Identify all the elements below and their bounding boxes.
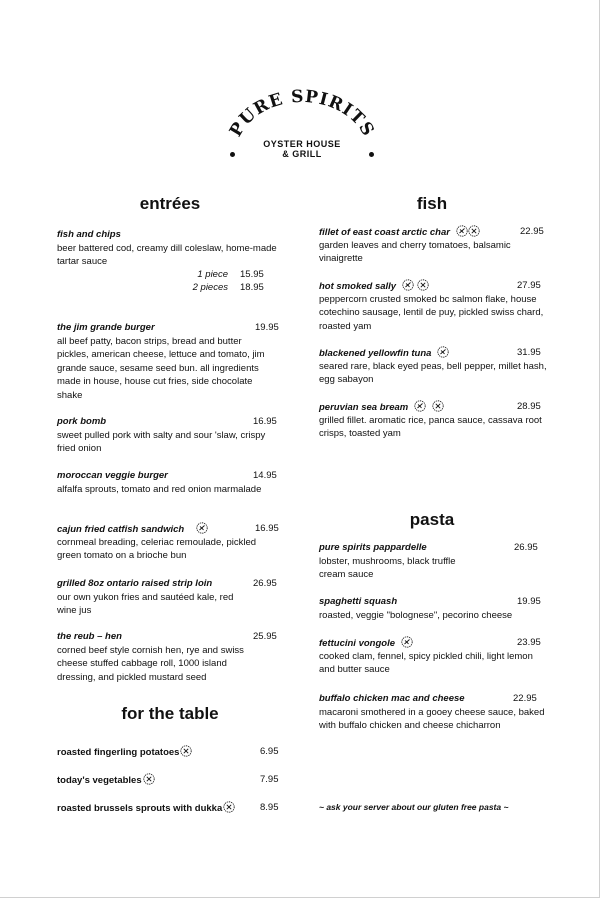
- item-price: 26.95: [514, 542, 538, 553]
- menu-item: [57, 522, 279, 563]
- item-description: sweet pulled pork with salty and sour 'slaw, crispy fried onion: [57, 430, 266, 455]
- side-item: [57, 745, 192, 758]
- price-option-row: [170, 268, 264, 281]
- item-description: roasted, veggie "bolognese", pecorino cheese: [319, 610, 513, 621]
- item-name: moroccan veggie burger: [57, 470, 168, 481]
- price-option-price: 18.95: [240, 282, 264, 293]
- item-description: cornmeal breading, celeriac remoulade, pickled green tomato on a brioche bun: [57, 537, 257, 562]
- item-name: buffalo chicken mac and cheese: [319, 693, 465, 704]
- item-name: fettucini vongole: [319, 638, 395, 649]
- item-description: all beef patty, bacon strips, bread and butter pickles, american cheese, lettuce and tomato, jim grande sauce, sesame seed bun. all ingredients made in house, house cut fries, side chocolate shake: [57, 336, 265, 401]
- item-price: 22.95: [513, 693, 537, 704]
- svg-text:PURE SPIRITS: [226, 88, 378, 140]
- menu-item: [57, 630, 277, 684]
- item-description: alfalfa sprouts, tomato and red onion marmalade: [57, 484, 262, 495]
- side-item-price: 7.95: [260, 774, 279, 785]
- gluten-free-icon: [402, 279, 414, 291]
- menu-item: [319, 400, 547, 441]
- item-name: grilled 8oz ontario raised strip loin: [57, 578, 213, 589]
- dairy-free-icon: [417, 279, 429, 291]
- item-name: cajun fried catfish sandwich: [57, 524, 185, 535]
- item-description: grilled fillet. aromatic rice, panca sauce, cassava root crisps, toasted yam: [319, 415, 542, 440]
- dairy-free-icon: [223, 801, 235, 813]
- side-item-name: roasted fingerling potatoes: [57, 747, 180, 758]
- gluten-free-icon: [437, 346, 449, 358]
- item-name: the reub – hen: [57, 631, 122, 642]
- gluten-free-icon: [401, 636, 413, 648]
- item-description: cooked clam, fennel, spicy pickled chili, light lemon and butter sauce: [319, 651, 533, 676]
- item-price: 22.95: [520, 226, 544, 237]
- item-name: fillet of east coast arctic char: [319, 227, 450, 238]
- item-description: macaroni smothered in a gooey cheese sauce, baked with buffalo chicken and cheese chicharron: [319, 707, 545, 732]
- item-description: our own yukon fries and sautéed kale, red wine jus: [57, 592, 234, 617]
- gluten-free-icon: [196, 522, 208, 534]
- side-item: [57, 801, 235, 814]
- price-option-price: 15.95: [240, 269, 264, 280]
- menu-item: [319, 692, 547, 733]
- dairy-free-icon: [143, 773, 155, 785]
- logo-name: PURE SPIRITS: [225, 88, 379, 141]
- price-option-label: 1 piece: [197, 269, 228, 280]
- item-description: beer battered cod, creamy dill coleslaw, home-made tartar sauce: [57, 243, 277, 268]
- gluten-free-icon: [414, 400, 426, 412]
- dairy-free-icon: [468, 225, 480, 237]
- item-price: 28.95: [517, 401, 541, 412]
- item-price: 16.95: [255, 523, 279, 534]
- menu-item: [319, 346, 547, 387]
- heading-entrees: entrées: [139, 194, 201, 213]
- item-price: 19.95: [255, 322, 279, 333]
- side-item-price: 8.95: [260, 802, 279, 813]
- item-price: 16.95: [253, 416, 277, 427]
- item-price: 25.95: [253, 631, 277, 642]
- logo-line1: OYSTER HOUSE: [263, 139, 341, 149]
- gluten-free-icon: [456, 225, 468, 237]
- heading-pasta: pasta: [409, 510, 455, 529]
- item-price: 26.95: [253, 578, 277, 589]
- restaurant-logo: [222, 88, 382, 168]
- side-item-name: roasted brussels sprouts with dukka: [57, 803, 223, 814]
- dairy-free-icon: [432, 400, 444, 412]
- item-name: peruvian sea bream: [319, 402, 409, 413]
- heading-fish: fish: [416, 194, 448, 213]
- side-item-price: 6.95: [260, 746, 279, 757]
- item-description: peppercorn crusted smoked bc salmon flake, house cotechino sausage, lentil de puy, pickled swiss chard, roasted yam: [319, 294, 544, 332]
- logo-line2: & GRILL: [282, 149, 322, 159]
- price-option-label: 2 pieces: [192, 282, 228, 293]
- menu-item: [319, 636, 547, 677]
- item-name: pure spirits pappardelle: [319, 542, 427, 553]
- price-option-row: [170, 281, 264, 294]
- item-price: 27.95: [517, 280, 541, 291]
- item-price: 19.95: [517, 596, 541, 607]
- item-price: 31.95: [517, 347, 541, 358]
- item-description: seared rare, black eyed peas, bell pepper, millet hash, egg sabayon: [319, 361, 547, 386]
- item-name: pork bomb: [57, 416, 107, 427]
- item-price: 23.95: [517, 637, 541, 648]
- side-item-name: today's vegetables: [57, 775, 142, 786]
- menu-item: [319, 595, 547, 622]
- menu-item: [57, 577, 277, 618]
- item-price: 14.95: [253, 470, 277, 481]
- menu-item: [57, 228, 277, 269]
- dairy-free-icon: [180, 745, 192, 757]
- item-name: the jim grande burger: [57, 322, 155, 333]
- gluten-free-pasta-note: ~ ask your server about our gluten free pasta ~: [319, 802, 509, 812]
- menu-item: [319, 225, 547, 266]
- side-item: [57, 773, 155, 786]
- menu-item: [319, 541, 538, 582]
- item-description: corned beef style cornish hen, rye and swiss cheese stuffed cabbage roll, 1000 island dressing, and pickled mustard seed: [57, 645, 244, 683]
- item-name: hot smoked sally: [319, 281, 397, 292]
- menu-item: [319, 279, 547, 333]
- menu-item: [57, 469, 282, 496]
- menu-item: [57, 415, 282, 456]
- menu-item: [57, 321, 279, 402]
- item-description: lobster, mushrooms, black truffle cream sauce: [319, 556, 456, 581]
- item-description: garden leaves and cherry tomatoes, balsamic vinaigrette: [319, 240, 511, 265]
- heading-for-the-table: for the table: [121, 704, 219, 723]
- item-name: spaghetti squash: [319, 596, 398, 607]
- item-name: fish and chips: [57, 229, 121, 240]
- item-name: blackened yellowfin tuna: [319, 348, 432, 359]
